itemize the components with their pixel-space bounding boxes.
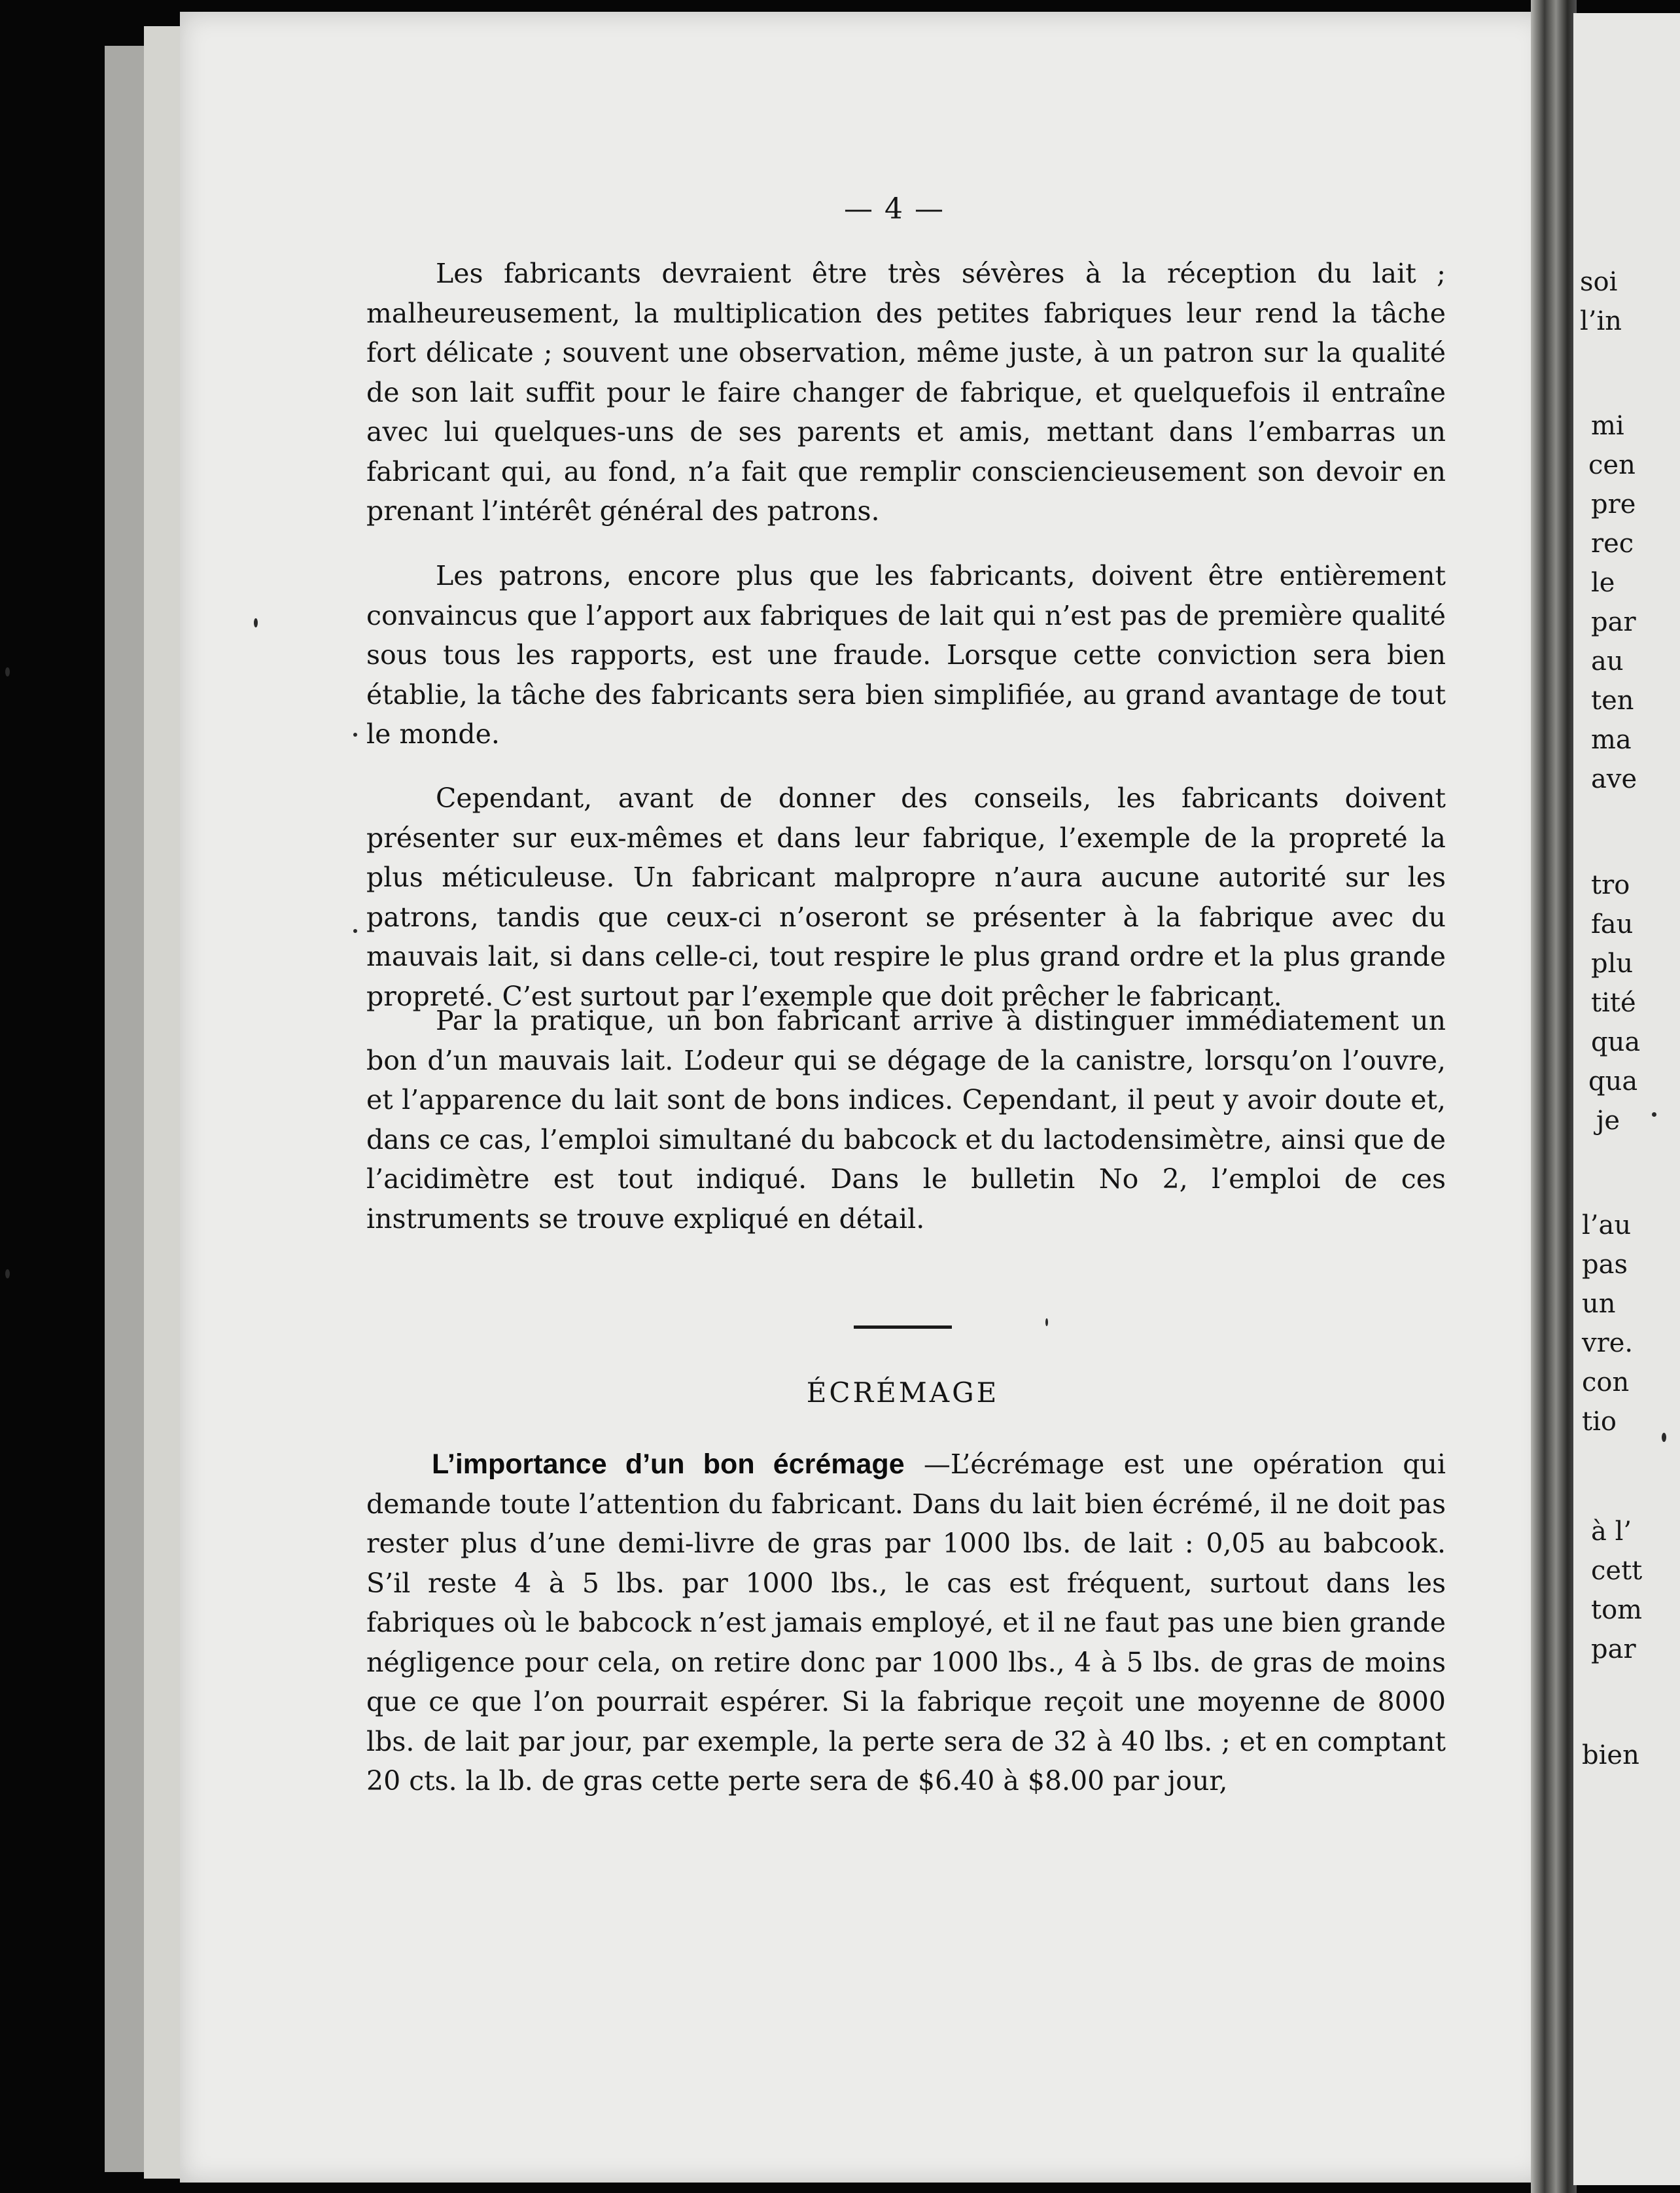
facing-page-line-fragment: cett [1591, 1556, 1643, 1586]
facing-page-line-fragment: plu [1591, 949, 1634, 979]
subsection-separator: — [904, 1448, 951, 1480]
scan-speck [1045, 1318, 1048, 1326]
facing-page-line-fragment: tom [1591, 1595, 1643, 1625]
scan-speck [353, 929, 357, 933]
facing-page-line-fragment: un [1582, 1289, 1616, 1319]
facing-page-line-fragment: qua [1588, 1066, 1638, 1096]
book-gutter [1531, 0, 1577, 2193]
facing-page-line-fragment: par [1591, 607, 1636, 637]
section-title: ÉCRÉMAGE [806, 1377, 1000, 1409]
facing-page-line-fragment: l’au [1582, 1210, 1632, 1240]
facing-page-line-fragment: tité [1591, 988, 1636, 1018]
facing-page-line-fragment: con [1582, 1367, 1630, 1397]
facing-page-line-fragment: ave [1591, 764, 1637, 794]
scan-speck [5, 667, 10, 676]
subsection-heading: L’importance d’un bon écrémage [432, 1448, 905, 1480]
paragraph: Les fabricants devraient être très sévères à la réception du lait ; malheureusement, la multiplication des petites fabriques leur rend la tâche fort délicate ; souvent une observation, même juste, à un patron sur la qualité de son lait suffit pour le faire changer de fabrique, et quelquefois il entraîne avec lui quelques-uns de ses parents et amis, mettant dans l’embarras un fabricant qui, au fond, n’a fait que remplir consciencieusement son devoir en prenant l’intérêt général des patrons. [366, 258, 1446, 527]
facing-page-line-fragment: qua [1591, 1027, 1641, 1057]
scan-speck [353, 733, 357, 737]
facing-page-line-fragment: ma [1591, 725, 1632, 755]
facing-page-line-fragment: vre. [1582, 1328, 1634, 1358]
facing-page-line-fragment: soi [1580, 267, 1618, 297]
facing-page-line-fragment: rec [1591, 529, 1634, 559]
scan-speck [254, 618, 258, 627]
facing-page-line-fragment: tro [1591, 870, 1630, 900]
facing-page-line-fragment: cen [1588, 450, 1636, 480]
paragraph: Cependant, avant de donner des conseils, les fabricants doivent présenter sur eux-mêmes et dans leur fabrique, l’exemple de la propreté la plus méticuleuse. Un fabricant malpropre n’aura aucune autorité sur les patrons, tandis que ceux-ci n’oseront se présenter à la fabrique avec du mauvais lait, si dans celle-ci, tout respire le plus grand ordre et la plus grande propreté. C’est surtout par l’exemple que doit prêcher le fabricant. [366, 782, 1446, 1012]
facing-page-line-fragment: à l’ [1591, 1517, 1632, 1547]
scan-speck [1662, 1433, 1666, 1442]
paragraph: Par la pratique, un bon fabricant arrive à distinguer immédiatement un bon d’un mauvais lait. L’odeur qui se dégage de la canistre, lorsqu’on l’ouvre, et l’apparence du lait sont de bons indices. Cependant, il peut y avoir doute et, dans ce cas, l’emploi simultané du babcock et du lactodensimètre, ainsi que de l’acidimètre est tout indiqué. Dans le bulletin No 2, l’emploi de ces instruments se trouve expliqué en détail. [366, 1005, 1446, 1235]
facing-page-line-fragment: au [1591, 646, 1624, 676]
section-divider [854, 1325, 952, 1329]
subsection-paragraph [366, 1445, 1446, 1801]
scan-speck [1652, 1112, 1656, 1117]
facing-page-line-fragment: mi [1591, 411, 1624, 441]
paragraph: Les patrons, encore plus que les fabricants, doivent être entièrement convaincus que l’apport aux fabriques de lait qui n’est pas de première qualité sous tous les rapports, est une fraude. Lorsque cette conviction sera bien établie, la tâche des fabricants sera bien simplifiée, au grand avantage de tout le monde. [366, 560, 1446, 750]
subsection-text: L’écrémage est une opération qui demande toute l’attention du fabricant. Dans du lait bien écrémé, il ne doit pas rester plus d’une demi-livre de gras par 1000 lbs. de lait : 0,05 au babcook. S’il reste 4 à 5 lbs. par 1000 lbs., le cas est fréquent, surtout dans les fabriques où le babcock n’est jamais employé, et il ne faut pas une bien grande négligence pour cela, on retire donc par 1000 lbs., 4 à 5 lbs. de gras de moins que ce que l’on pourrait espérer. Si la fabrique reçoit une moyenne de 8000 lbs. de lait par jour, par exemple, la perte sera de 32 à 40 lbs. ; et en comptant 20 cts. la lb. de gras cette perte sera de $6.40 à $8.00 par jour, [366, 1448, 1446, 1797]
facing-page-line-fragment: l’in [1580, 306, 1622, 336]
facing-page-line-fragment: pas [1582, 1250, 1628, 1280]
facing-page-line-fragment: le [1591, 568, 1615, 598]
facing-page-line-fragment: par [1591, 1634, 1636, 1664]
facing-page [1573, 13, 1680, 2185]
page-number: — 4 — [844, 192, 945, 226]
facing-page-line-fragment: fau [1591, 909, 1634, 939]
facing-page-line-fragment: je [1596, 1106, 1620, 1136]
facing-page-line-fragment: tio [1582, 1407, 1617, 1437]
facing-page-line-fragment: ten [1591, 686, 1634, 716]
scan-speck [5, 1269, 10, 1278]
facing-page-line-fragment: bien [1582, 1740, 1639, 1770]
facing-page-line-fragment: pre [1591, 489, 1636, 519]
